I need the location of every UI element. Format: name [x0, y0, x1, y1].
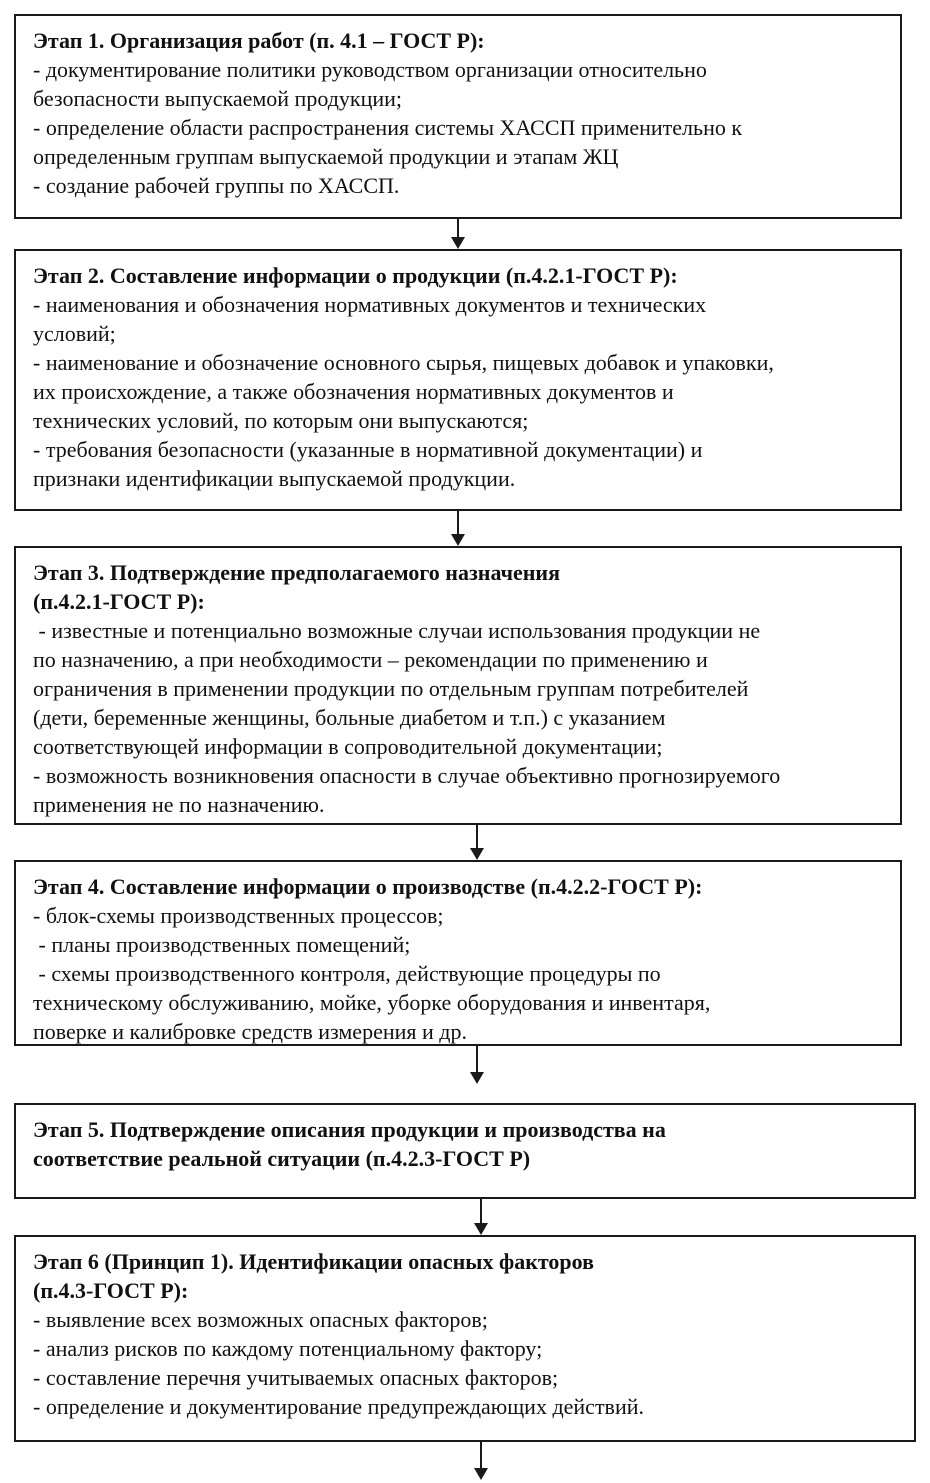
flow-arrow-down: [451, 219, 465, 249]
stage-4-box: [14, 860, 902, 1046]
stage-4-title: Этап 4. Составление информации о производстве (п.4.2.2-ГОСТ Р):: [33, 874, 703, 899]
stage-6-box: [14, 1235, 916, 1442]
stage-6-line: - выявление всех возможных опасных факторов;: [33, 1307, 488, 1332]
stage-3-line: ограничения в применении продукции по отдельным группам потребителей: [33, 676, 749, 701]
stage-5-title: Этап 5. Подтверждение описания продукции и производства на соответствие реальной ситуации (п.4.2.3-ГОСТ Р): [33, 1117, 666, 1171]
stage-4-line: техническому обслуживанию, мойке, уборке оборудования и инвентаря,: [33, 990, 711, 1015]
stage-6-title: Этап 6 (Принцип 1). Идентификации опасных факторов (п.4.3-ГОСТ Р):: [33, 1249, 594, 1303]
stage-2-line: их происхождение, а также обозначения нормативных документов и: [33, 379, 674, 404]
flow-arrow-down: [451, 511, 465, 546]
stage-4-line: - планы производственных помещений;: [33, 932, 411, 957]
stage-1-title: Этап 1. Организация работ (п. 4.1 – ГОСТ Р):: [33, 28, 485, 53]
stage-1-line: - документирование политики руководством организации относительно: [33, 57, 707, 82]
stage-3-line: применения не по назначению.: [33, 792, 325, 817]
stage-3-title: Этап 3. Подтверждение предполагаемого назначения (п.4.2.1-ГОСТ Р):: [33, 560, 561, 614]
stage-1-line: - определение области распространения системы ХАССП применительно к: [33, 115, 743, 140]
stage-4-line: - блок-схемы производственных процессов;: [33, 903, 444, 928]
stage-2-line: технических условий, по которым они выпускаются;: [33, 408, 529, 433]
flow-arrow-down: [470, 825, 484, 860]
stage-6-line: - определение и документирование предупреждающих действий.: [33, 1394, 644, 1419]
flow-arrow-down: [474, 1199, 488, 1235]
flow-arrow-down: [470, 1046, 484, 1084]
stage-1-box: [14, 14, 902, 219]
stage-2-line: признаки идентификации выпускаемой продукции.: [33, 466, 516, 491]
flow-arrow-down: [474, 1442, 488, 1480]
stage-6-line: - составление перечня учитываемых опасных факторов;: [33, 1365, 559, 1390]
stage-1-line: - создание рабочей группы по ХАССП.: [33, 173, 400, 198]
stage-6-line: - анализ рисков по каждому потенциальному фактору;: [33, 1336, 543, 1361]
stage-1-line: определенным группам выпускаемой продукции и этапам ЖЦ: [33, 144, 619, 169]
stage-5-box: [14, 1103, 916, 1199]
stage-1-line: безопасности выпускаемой продукции;: [33, 86, 403, 111]
stage-2-line: условий;: [33, 321, 116, 346]
stage-3-box: [14, 546, 902, 825]
stage-2-line: - наименования и обозначения нормативных документов и технических: [33, 292, 707, 317]
stage-3-line: - известные и потенциально возможные случаи использования продукции не: [33, 618, 761, 643]
stage-2-line: - наименование и обозначение основного сырья, пищевых добавок и упаковки,: [33, 350, 774, 375]
stage-3-line: (дети, беременные женщины, больные диабетом и т.п.) с указанием: [33, 705, 666, 730]
stage-4-line: - схемы производственного контроля, действующие процедуры по: [33, 961, 661, 986]
stage-3-line: соответствующей информации в сопроводительной документации;: [33, 734, 663, 759]
stage-2-box: [14, 249, 902, 511]
stage-3-line: по назначению, а при необходимости – рекомендации по применению и: [33, 647, 708, 672]
stage-4-line: поверке и калибровке средств измерения и др.: [33, 1019, 467, 1044]
stage-2-title: Этап 2. Составление информации о продукции (п.4.2.1-ГОСТ Р):: [33, 263, 678, 288]
stage-2-line: - требования безопасности (указанные в нормативной документации) и: [33, 437, 703, 462]
stage-3-line: - возможность возникновения опасности в случае объективно прогнозируемого: [33, 763, 781, 788]
